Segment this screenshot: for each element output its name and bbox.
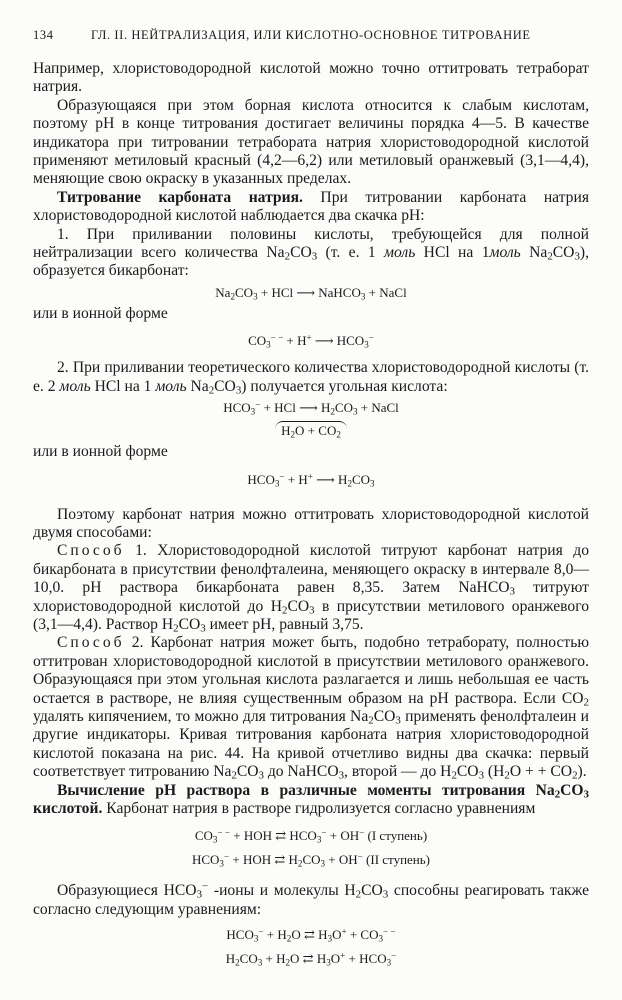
page-number: 134 [33,28,54,42]
decomposition-products: $H_2O + CO_2$ [275,421,347,439]
paragraph-further-reactions: Образующиеся $HCO_3^-$ -ионы и молекулы $H_2CO_3$ способны реагировать также согласно следующим уравнениям: [33,880,589,918]
paragraph-step-1: 1. При приливании половины кислоты, требующейся для полной нейтрализации всего количества $Na_2CO_3$ (т. е. 1 моль HCl на 1моль $Na_2CO_3$), образуется бикарбонат: [33,225,589,280]
paragraph-method-2: Способ 2. Карбонат натрия может быть, подобно тетраборату, полностью оттитрован хлористоводородной кислотой в присутствии метилового оранжевого. Образующаяся при этом угольная кислота разлагается и лишь небольшая ее часть остается в растворе, не влияя существенным образом на pH раствора. Если $CO_2$ удалять кипячением, то можно для титрования $Na_2CO_3$ применять фенолфталеин и другие индикаторы. Кривая титрования карбоната натрия хлористоводородной кислотой показана на рис. 44. На кривой отчетливо видны два скачка: первый соответствует титрованию $Na_2CO_3$ до NaHCO$_3$, второй — до $H_2CO_3$ ($H_2O$ + + $CO_2$). [33,634,589,782]
paragraph-two-methods: Поэтому карбонат натрия можно оттитровать хлористоводородной кислотой двумя способами: [33,505,589,541]
equation-hydrolysis-2: $HCO_3^-$ + HOH ⇄ $H_2CO_3 + OH^-$ (II ступень) [191,851,431,869]
equation-2: $CO_3^{- -} + H^+$ ⟶ $HCO_3^-$ [248,332,374,350]
equation-3: $HCO_3^-$ + HCl ⟶ $H_2CO_3$ + NaCl $H_2O + CO_2$ [223,399,399,440]
ionic-form-label-1: или в ионной форме [33,304,168,322]
paragraph-boric-acid: Образующаяся при этом борная кислота относится к слабым кислотам, поэтому pH в конце титрования достигает величины порядка 4—5. В качестве индикатора при титровании тетрабората натрия хлористоводородной кислотой применяют метиловый красный (4,2—6,2) или метиловый оранжевый (3,1—4,4), меняющие свою окраску в указанных пределах. [33,96,589,188]
paragraph-step-2: 2. При приливании теоретического количества хлористоводородной кислоты (т. е. 2 моль HCl на 1 моль $Na_2CO_3$) получается угольная кислота: [33,359,589,397]
paragraph-carbonate-titration: Титрование карбоната натрия. При титровании карбоната натрия хлористоводородной кислотой наблюдается два скачка pH: [33,188,589,225]
equation-hydrolysis-1: $CO_3^{- -}$ + HOH ⇄ $HCO_3^- + OH^-$ (I ступень) [194,827,428,845]
ionic-form-label-2: или в ионной форме [33,443,168,461]
paragraph-ph-calculation: Вычисление pH раствора в различные моменты титрования $Na_2CO_3$ кислотой. Карбонат натрия в растворе гидролизуется согласно уравнениям [33,781,589,817]
paragraph-intro: Например, хлористоводородной кислотой можно точно оттитровать тетраборат натрия. [33,60,589,96]
section-heading: Титрование карбоната натрия. [57,188,303,206]
page-body [33,60,589,971]
paragraph-method-1: Способ 1. Хлористоводородной кислотой титруют карбонат натрия до бикарбоната в присутствии фенолфталеина, меняющего окраску в интервале 8,0—10,0. pH раствора бикарбоната равен 8,35. Затем NaHCO$_3$ титруют хлористоводородной кислотой до $H_2CO_3$ в присутствии метилового оранжевого (3,1—4,4). Раствор $H_2CO_3$ имеет pH, равный 3,75. [33,542,590,635]
equation-1: $Na_2CO_3$ + HCl ⟶ NaHCO$_3$ + NaCl [215,284,407,302]
equation-dissociation-1: $HCO_3^- + H_2O$ ⇄ $H_3O^+ + CO_3^{- -}$ [226,926,396,944]
equation-dissociation-2: $H_2CO_3 + H_2O$ ⇄ $H_3O^+ + HCO_3^-$ [225,950,397,968]
equation-4: $HCO_3^- + H^+$ ⟶ $H_2CO_3$ [247,470,375,488]
section-heading-ph: Вычисление pH раствора в различные моменты титрования $Na_2CO_3$ кислотой. [33,781,589,817]
chapter-title: ГЛ. II. НЕЙТРАЛИЗАЦИЯ, ИЛИ КИСЛОТНО-ОСНОВНОЕ ТИТРОВАНИЕ [91,28,531,42]
